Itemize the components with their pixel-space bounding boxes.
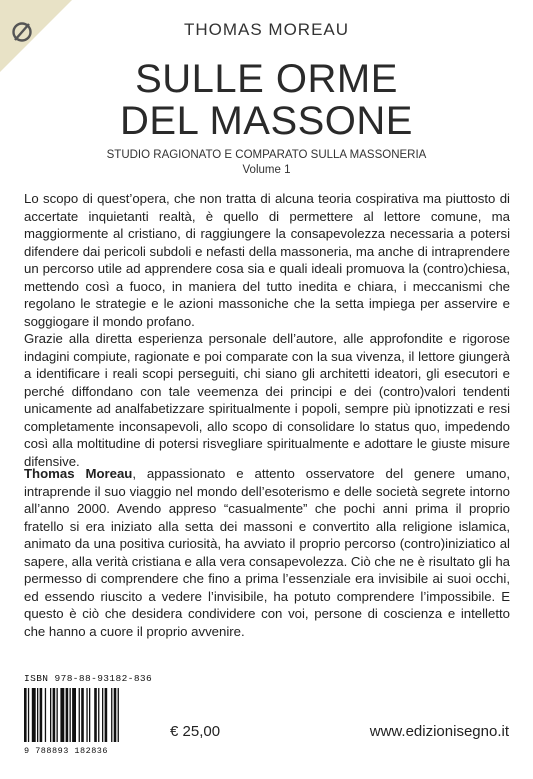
price-label: € 25,00 bbox=[170, 723, 221, 740]
title-line-1: SULLE ORME bbox=[135, 57, 398, 101]
author-name: THOMAS MOREAU bbox=[183, 20, 350, 39]
book-title bbox=[0, 58, 533, 142]
bio-text: , appassionato e attento osservatore del genere umano, intraprende il suo viaggio nel mondo dell’esoterismo e delle società segrete intorno all’anno 2000. Avendo appreso “casualmente” che pochi anni prima il proprio fratello si era iniziato alla setta dei massoni e convertito alla religione islamica, animato da una positiva curiosità, ha avviato il proprio percorso (contro)iniziatico al sapere, alla verità cristiana e alla vera consapevolezza. Ciò che ne è risultato gli ha permesso di comprendere che fino a prima l’essenziale era invisibile ai suoi occhi, ed essendo riuscito a vedere l’invisibile, ha potuto comprendere l’impossibile. E questo è ciò che desidera condividere con voi, persone di coscienza e intelletto che hanno a cuore il proprio avvenire. bbox=[24, 466, 511, 639]
blurb-paragraph-2: Grazie alla diretta esperienza personale dell’autore, alle approfondite e rigorose indagini compiute, ragionate e poi comparate con la sua vivenza, il lettore giungerà a identificare i reali scopi perseguiti, chi siano gli architetti ideatori, gli esecutori e perché diffondano con tale veemenza dei principi e dei (contro)valori tendenti unicamente ad analfabetizzare spiritualmente i popoli, sempre più ipnotizzati e resi completamente inconsapevoli, allo scopo di consolidare lo status quo, impedendo così alla moltitudine di potersi risvegliare spiritualmente e adottare le giuste misure difensive. bbox=[24, 331, 510, 469]
author-bio bbox=[24, 465, 510, 640]
barcode-digits: 9 788893 182836 bbox=[24, 746, 109, 756]
isbn-label: ISBN 978-88-93182-836 bbox=[24, 673, 153, 684]
volume-label: Volume 1 bbox=[242, 164, 291, 176]
blurb-text bbox=[24, 190, 510, 470]
blurb-paragraph-1: Lo scopo di quest’opera, che non tratta di alcuna teoria cospirativa ma piuttosto di accertate inquietanti realtà, è quello di permettere al lettore comune, ma maggiormente al cristiano, di raggiungere la consapevolezza necessaria a potersi difendere dai pericoli subdoli e nefasti della massoneria, ma anche di intraprendere un percorso utile ad apprendere cosa sia e quali ideali promuova la (contro)chiesa, mettendo così a fuoco, in maniera del tutto inedita e chiara, i meccanismi che regolano le strategie e le azioni massoniche che la setta impiega per asservire e soggiogare il mondo profano. bbox=[24, 191, 510, 329]
publisher-website: www.edizionisegno.it bbox=[369, 723, 509, 740]
title-line-2: DEL MASSONE bbox=[120, 99, 413, 143]
bio-author-name: Thomas Moreau bbox=[24, 466, 133, 481]
barcode bbox=[24, 688, 152, 742]
book-subtitle: STUDIO RAGIONATO E COMPARATO SULLA MASSONERIA bbox=[106, 149, 427, 161]
